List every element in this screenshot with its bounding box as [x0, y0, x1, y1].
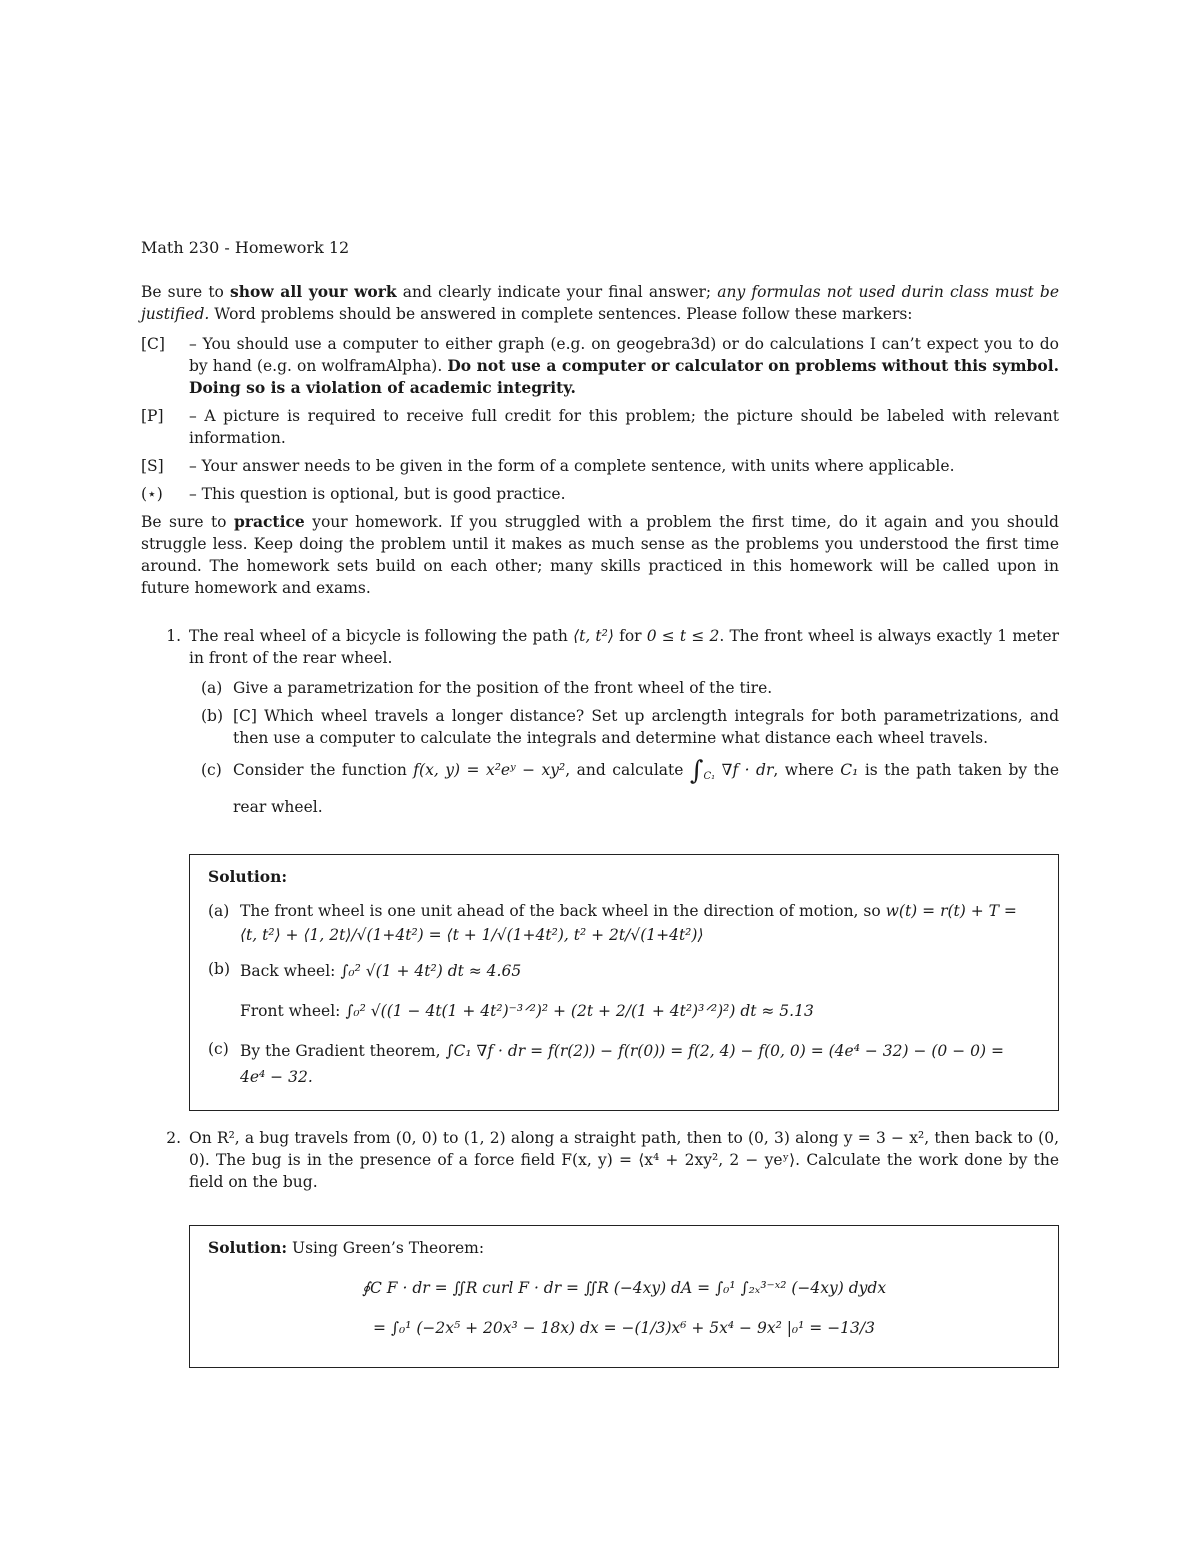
intro-text-a: Be sure to: [141, 283, 231, 301]
practice-bold: practice: [233, 512, 305, 531]
marker-star: [141, 483, 1059, 505]
part-text: [C] Which wheel travels a longer distance? Set up arclength integrals for both parametrizations, and then use a computer to calculate the integrals and determine what distance each wheel travels.: [233, 707, 1059, 747]
practice-text-a: Be sure to: [141, 513, 234, 531]
solution-c-text: [240, 1038, 1040, 1090]
part-a: [201, 677, 1059, 699]
sb-front-label: Front wheel:: [240, 1002, 341, 1021]
sa-text: The front wheel is one unit ahead of the back wheel in the direction of motion, so: [240, 902, 886, 921]
solution-box-2: [189, 1225, 1059, 1368]
practice-paragraph: [141, 511, 1059, 599]
marker-c: [141, 333, 1059, 399]
p1-path: ⟨t, t²⟩: [573, 627, 614, 645]
marker-s: [141, 455, 1059, 477]
pc-func: f(x, y) = x²eʸ − xy²: [413, 761, 566, 779]
problem-number: 2.: [166, 1129, 181, 1148]
intro-text-c: and clearly indicate your final answer;: [396, 283, 718, 301]
pc-integrand: ∇f · dr: [715, 761, 774, 779]
solution-b: [208, 958, 1040, 1024]
page-title: Math 230 - Homework 12: [141, 238, 350, 257]
part-text: [233, 755, 1059, 822]
sa-eq: w(t) = r(t) + T =: [885, 902, 1017, 921]
marker-c-text: – You should use a computer to either graph (e.g. on geogebra3d) or do calculations I can’t expect you to do by hand (e.g. on wolframAlpha).: [189, 335, 1059, 375]
part-label: (b): [201, 707, 224, 725]
pc-c1: C₁: [840, 761, 859, 779]
part-label: (b): [208, 960, 231, 979]
marker-c-bold: Do not use a computer or calculator on problems without this symbol. Doing so is a violation of academic integrity.: [189, 356, 1059, 397]
pc-text-a: Consider the function: [233, 761, 414, 779]
sc-line2: 4e⁴ − 32.: [240, 1068, 313, 1087]
part-label: (c): [208, 1040, 229, 1059]
solution-heading: Solution:: [208, 1238, 288, 1258]
solution-b-text: [240, 958, 1040, 1024]
part-label: (a): [208, 902, 230, 921]
problem-body: [189, 625, 1059, 669]
homework-page: [141, 238, 1059, 1368]
marker-text: – A picture is required to receive full credit for this problem; the picture should be labeled with relevant information.: [189, 407, 1059, 447]
marker-tag: [P]: [141, 407, 164, 425]
sc-text: By the Gradient theorem,: [240, 1042, 446, 1061]
p1-range: 0 ≤ t ≤ 2: [646, 627, 720, 645]
pc-text-c: , where: [773, 761, 841, 779]
marker-tag: [S]: [141, 457, 164, 475]
problem-2: [141, 1127, 1059, 1193]
intro-italic: any formulas not used durin class must be justified.: [141, 283, 1059, 323]
part-b: [201, 705, 1059, 749]
p1-text-a: The real wheel of a bicycle is following the path: [189, 627, 574, 645]
solution-c: [208, 1038, 1040, 1090]
integral-sign: ∫: [689, 756, 704, 786]
marker-text: – Your answer needs to be given in the form of a complete sentence, with units where applicable.: [189, 457, 955, 475]
marker-p: [141, 405, 1059, 449]
problem-body: On R², a bug travels from (0, 0) to (1, 2) along a straight path, then to (0, 3) along y = 3 − x², then back to (0, 0). The bug is in the presence of a force field F(x, y) = ⟨x⁴ + 2xy², 2 − yeʸ⟩. Calculate the work done by the field on the bug.: [189, 1129, 1059, 1192]
marker-text: – This question is optional, but is good practice.: [189, 485, 566, 503]
intro-bold: show all your work: [230, 282, 397, 301]
p1-text-c: . The front wheel is always exactly 1 meter in front of the rear wheel.: [189, 627, 1059, 667]
sc-eq: ∫C₁ ∇f · dr = f(r(2)) − f(r(0)) = f(2, 4) − f(0, 0) = (4e⁴ − 32) − (0 − 0) =: [445, 1042, 1004, 1061]
sb-back-eq: ∫₀² √(1 + 4t²) dt ≈ 4.65: [340, 962, 522, 981]
pc-text-d: is the path taken by the rear wheel.: [233, 761, 1059, 817]
sb-front-eq: ∫₀² √((1 − 4t(1 + 4t²)⁻³ᐟ²)² + (2t + 2/(1 + 4t²)³ᐟ²)²) dt ≈ 5.13: [345, 1002, 814, 1021]
part-label: (c): [201, 761, 222, 779]
marker-list: [141, 333, 1059, 505]
solution-intro: Using Green’s Theorem:: [287, 1239, 485, 1258]
integral-subscript: C₁: [703, 771, 716, 783]
part-c: [201, 755, 1059, 822]
part-text: Give a parametrization for the position of the front wheel of the tire.: [233, 679, 773, 697]
sb-back-label: Back wheel:: [240, 962, 336, 981]
problem-1: [141, 625, 1059, 669]
intro-paragraph: [141, 281, 1059, 325]
greens-equation-1: ∮C F · dr = ∬R curl F · dr = ∬R (−4xy) dA = ∫₀¹ ∫₂ₓ³⁻ˣ² (−4xy) dydx: [361, 1279, 887, 1298]
greens-equation-2: = ∫₀¹ (−2x⁵ + 20x³ − 18x) dx = −(1/3)x⁶ + 5x⁴ − 9x² |₀¹ = −13/3: [372, 1319, 875, 1338]
solution-a-text: [240, 900, 1040, 948]
marker-tag: (⋆): [141, 485, 163, 503]
marker-tag: [C]: [141, 335, 165, 353]
sa-line2: ⟨t, t²⟩ + ⟨1, 2t⟩/√(1+4t²) = ⟨t + 1/√(1+4t²), t² + 2t/√(1+4t²)⟩: [240, 926, 704, 945]
p1-text-b: for: [613, 627, 647, 645]
marker-text: [189, 333, 1059, 399]
solution-a: [208, 900, 1040, 948]
intro-text-e: Word problems should be answered in complete sentences. Please follow these markers:: [209, 305, 913, 323]
solution-heading: Solution:: [208, 867, 288, 887]
part-label: (a): [201, 679, 223, 697]
problem-number: 1.: [166, 627, 181, 645]
problem-1-parts: [201, 677, 1059, 822]
problem-list: [141, 625, 1059, 1368]
pc-text-b: , and calculate: [565, 761, 690, 779]
practice-text-c: your homework. If you struggled with a problem the first time, do it again and you should struggle less. Keep doing the problem until it makes as much sense as the problems you understood the first time around. The homework sets build on each other; many skills practiced in this homework will be called upon in future homework and exams.: [141, 513, 1059, 597]
solution-box-1: [189, 854, 1059, 1111]
